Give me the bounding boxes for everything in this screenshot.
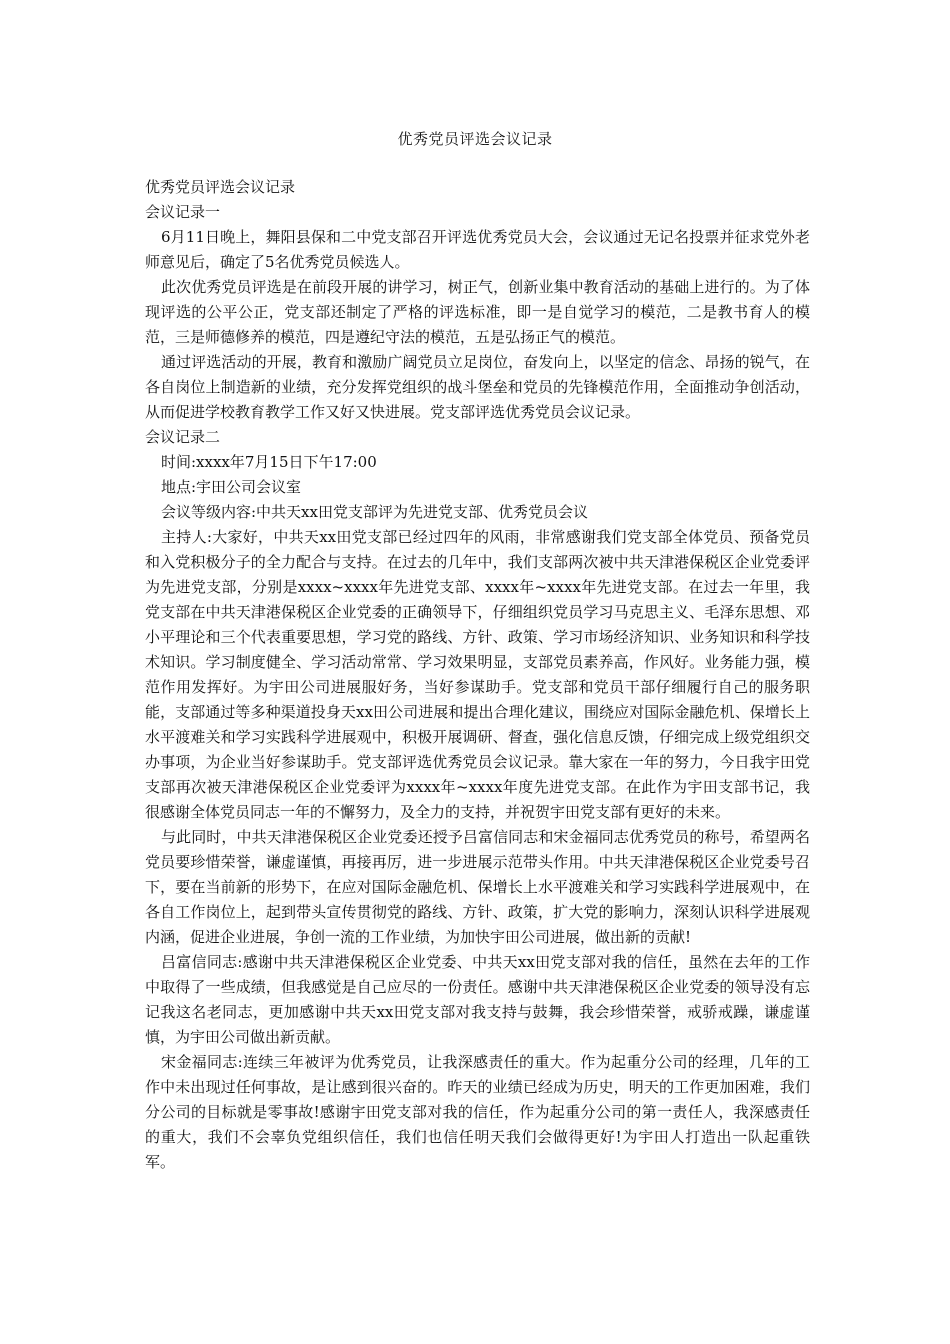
- paragraph: 与此同时，中共天津港保税区企业党委还授予吕富信同志和宋金福同志优秀党员的称号，希望两名党员要珍惜荣誉，谦虚谨慎，再接再厉，进一步进展示范带头作用。中共天津港保税区企业党委号召下，要在当前新的形势下，在应对国际金融危机、保增长上水平渡难关和学习实践科学进展观中，在各自工作岗位上，起到带头宣传贯彻党的路线、方针、政策，扩大党的影响力，深刻认识科学进展观内涵，促进企业进展，争创一流的工作业绩，为加快宇田公司进展，做出新的贡献!: [145, 828, 810, 946]
- meeting-time: 时间:xxxx年7月15日下午17:00: [161, 453, 377, 471]
- section-heading: 优秀党员评选会议记录: [145, 178, 296, 196]
- paragraph: 通过评选活动的开展，教育和激励广阔党员立足岗位，奋发向上，以坚定的信念、昂扬的锐气，在各自岗位上制造新的业绩，充分发挥党组织的战斗堡垒和党员的先锋模范作用，全面推动争创活动，从而促进学校教育教学工作又好又快进展。党支部评选优秀党员会议记录。: [145, 353, 810, 421]
- paragraph: 此次优秀党员评选是在前段开展的讲学习，树正气，创新业集中教育活动的基础上进行的。为了体现评选的公平公正，党支部还制定了严格的评选标准，即一是自觉学习的模范，二是教书育人的模范，三是师德修养的模范，四是遵纪守法的模范，五是弘扬正气的模范。: [145, 278, 810, 346]
- meeting-topic: 会议等级内容:中共天xx田党支部评为先进党支部、优秀党员会议: [161, 503, 588, 521]
- paragraph: 6月11日晚上，舞阳县保和二中党支部召开评选优秀党员大会，会议通过无记名投票并征求党外老师意见后，确定了5名优秀党员候选人。: [145, 228, 810, 271]
- section-heading: 会议记录一: [145, 203, 221, 221]
- paragraph: 吕富信同志:感谢中共天津港保税区企业党委、中共天xx田党支部对我的信任，虽然在去年的工作中取得了一些成绩，但我感觉是自己应尽的一份责任。感谢中共天津港保税区企业党委的领导没有忘记我这名老同志，更加感谢中共天xx田党支部对我支持与鼓舞，我会珍惜荣誉，戒骄戒躁，谦虚谨慎，为宇田公司做出新贡献。: [145, 953, 810, 1046]
- paragraph: 宋金福同志:连续三年被评为优秀党员，让我深感责任的重大。作为起重分公司的经理，几年的工作中未出现过任何事故，是让感到很兴奋的。昨天的业绩已经成为历史，明天的工作更加困难，我们分公司的目标就是零事故!感谢宇田党支部对我的信任，作为起重分公司的第一责任人，我深感责任的重大，我们不会辜负党组织信任，我们也信任明天我们会做得更好!为宇田人打造出一队起重铁军。: [145, 1053, 810, 1171]
- section-heading: 会议记录二: [145, 428, 221, 446]
- paragraph: 主持人:大家好，中共天xx田党支部已经过四年的风雨，非常感谢我们党支部全体党员、预备党员和入党积极分子的全力配合与支持。在过去的几年中，我们支部两次被中共天津港保税区企业党委评为先进党支部，分别是xxxx~xxxx年先进党支部、xxxx年~xxxx年先进党支部。在过去一年里，我党支部在中共天津港保税区企业党委的正确领导下，仔细组织党员学习马克思主义、毛泽东思想、邓小平理论和三个代表重要思想，学习党的路线、方针、政策、学习市场经济知识、业务知识和科学技术知识。学习制度健全、学习活动常常、学习效果明显，支部党员素养高，作风好。业务能力强，模范作用发挥好。为宇田公司进展服好务，当好参谋助手。党支部和党员干部仔细履行自己的服务职能，支部通过等多种渠道投身天xx田公司进展和提出合理化建议，围绕应对国际金融危机、保增长上水平渡难关和学习实践科学进展观中，积极开展调研、督查，强化信息反馈，仔细完成上级党组织交办事项，为企业当好参谋助手。党支部评选优秀党员会议记录。靠大家在一年的努力，今日我宇田党支部再次被天津港保税区企业党委评为xxxx年~xxxx年度先进党支部。在此作为宇田支部书记，我很感谢全体党员同志一年的不懈努力，及全力的支持，并祝贺宇田党支部有更好的未来。: [145, 528, 810, 821]
- document-title: 优秀党员评选会议记录: [397, 130, 553, 148]
- meeting-location: 地点:宇田公司会议室: [161, 478, 302, 496]
- document-body: [145, 175, 810, 1175]
